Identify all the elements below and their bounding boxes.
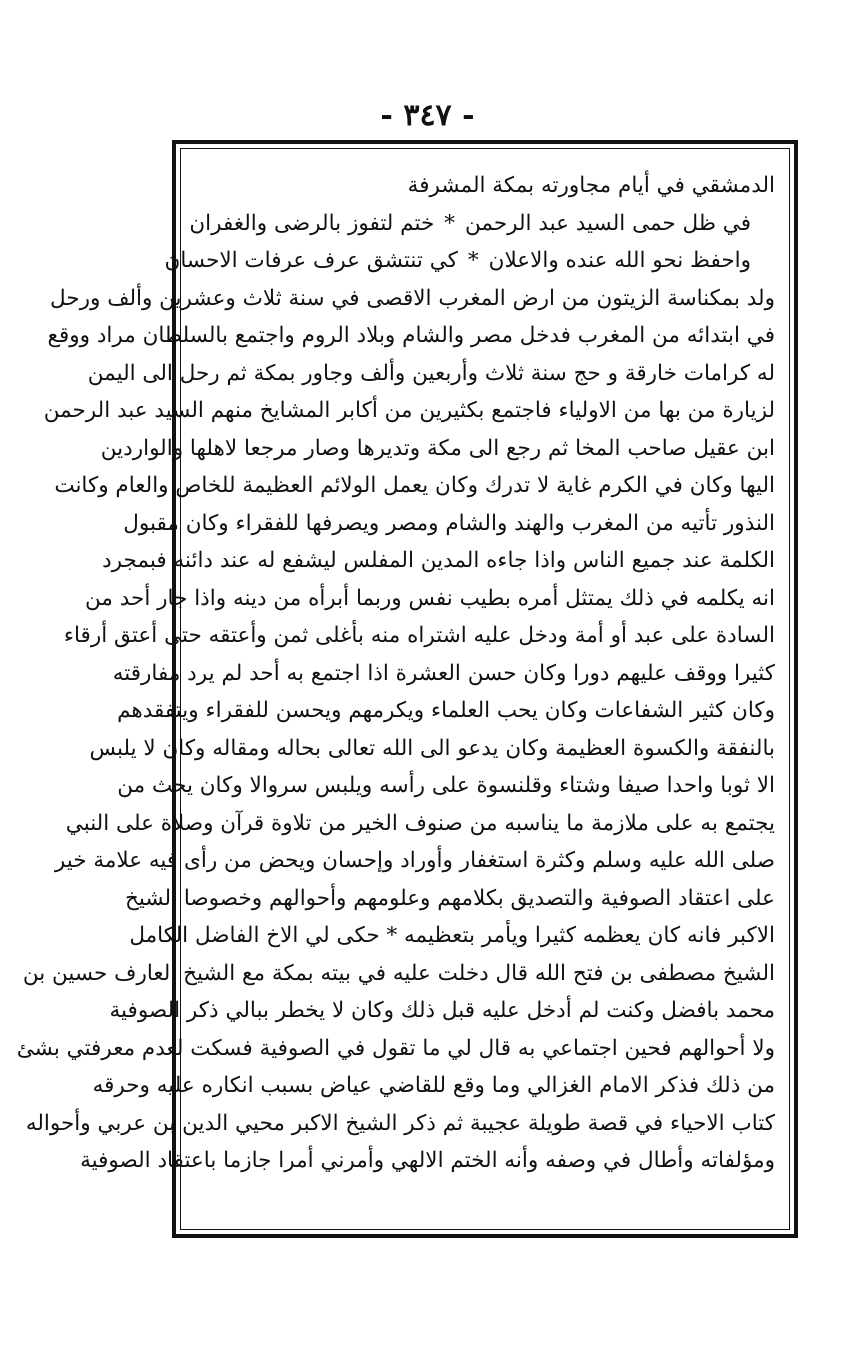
- text-line: الاكبر فانه كان يعظمه كثيرا ويأمر بتعظيمه * حكى لي الاخ الفاضل الكامل: [129, 923, 775, 948]
- text-line: السادة على عبد أو أمة ودخل عليه اشتراه منه بأغلى ثمن وأعتقه حتى أعتق أرقاء: [63, 623, 775, 648]
- text-line: كتاب الاحياء في قصة طويلة عجيبة ثم ذكر الشيخ الاكبر محيي الدين بن عربي وأحواله: [25, 1110, 775, 1136]
- text-line: ابن عقيل صاحب المخا ثم رجع الى مكة وتديرها وصار مرجعا لاهلها والواردين: [100, 435, 775, 461]
- verse-2-left: كي تنتشق عرف عرفات الاحسان: [164, 248, 458, 273]
- verse-1: [189, 205, 775, 243]
- text-line: الشيخ مصطفى بن فتح الله قال دخلت عليه في بيته بمكة مع الشيخ العارف حسين بن: [22, 960, 775, 986]
- text-line: ومؤلفاته وأطال في وصفه وأنه الختم الالهي وأمرني أمرا جازما باعتقاد الصوفية: [80, 1148, 775, 1173]
- page-frame: [16, 140, 798, 1238]
- text-line: ولا أحوالهم فحين اجتماعي به قال لي ما تقول في الصوفية فسكت لعدم معرفتي بشئ: [16, 1035, 775, 1061]
- text-line: على اعتقاد الصوفية والتصديق بكلامهم وعلومهم وأحوالهم وخصوصا الشيخ: [124, 885, 775, 911]
- text-line: بالنفقة والكسوة العظيمة وكان يدعو الى الله تعالى بحاله ومقاله وكان لا يلبس: [89, 735, 775, 761]
- verse-1-right: في ظل حمى السيد عبد الرحمن: [465, 210, 751, 236]
- text-line: الكلمة عند جميع الناس واذا جاءه المدين المفلس ليشفع له عند دائنه فبمجرد: [102, 548, 775, 573]
- page-frame-inner: [16, 148, 790, 1230]
- text-line: الا ثوبا واحدا صيفا وشتاء وقلنسوة على رأسه ويلبس سروالا وكان يحث من: [117, 773, 775, 798]
- verse-2-right: واحفظ نحو الله عنده والاعلان: [488, 248, 751, 273]
- verse-1-separator: *: [444, 210, 456, 236]
- text-line: في ابتدائه من المغرب فدخل مصر والشام وبلاد الروم واجتمع بالسلطان مراد ووقع: [47, 323, 775, 348]
- text-line: لزيارة من بها من الاولياء فاجتمع بكثيرين من أكابر المشايخ منهم السيد عبد الرحمن: [43, 398, 775, 423]
- text-line: يجتمع به على ملازمة ما يناسبه من صنوف الخير من تلاوة قرآن وصلاة على النبي: [65, 810, 775, 836]
- text-line: اليها وكان في الكرم غاية لا تدرك وكان يعمل الولائم العظيمة للخاص والعام وكانت: [54, 473, 775, 498]
- text-line: محمد بافضل وكنت لم أدخل عليه قبل ذلك وكان لا يخطر ببالي ذكر الصوفية: [109, 998, 775, 1023]
- verse-2: [164, 242, 775, 280]
- text-line: النذور تأتيه من المغرب والهند والشام ومصر ويصرفها للفقراء وكان مقبول: [123, 510, 775, 536]
- verse-1-left: ختم لتفوز بالرضى والغفران: [189, 210, 435, 236]
- text-line: ولد بمكناسة الزيتون من ارض المغرب الاقصى في سنة ثلاث وعشرين وألف ورحل: [50, 285, 775, 311]
- page-number: - ٣٤٧ -: [380, 98, 475, 133]
- verse-2-separator: *: [467, 248, 479, 273]
- text-line: من ذلك فذكر الامام الغزالي وما وقع للقاضي عياض بسبب انكاره عليه وحرقه: [92, 1073, 775, 1098]
- text-line: كثيرا ووقف عليهم دورا وكان حسن العشرة اذا اجتمع به أحد لم يرد مفارقته: [112, 660, 775, 686]
- text-line: وكان كثير الشفاعات وكان يحب العلماء ويكرمهم ويحسن للفقراء ويتفقدهم: [117, 698, 775, 723]
- text-line: له كرامات خارقة و حج سنة ثلاث وأربعين وألف وجاور بمكة ثم رحل الى اليمن: [87, 360, 775, 386]
- text-body: [16, 167, 775, 1215]
- text-line: انه يكلمه في ذلك يمتثل أمره بطيب نفس وربما أبرأه من دينه واذا جار أحد من: [85, 585, 775, 611]
- text-line: صلى الله عليه وسلم وكثرة استغفار وأوراد وإحسان ويحض من رأى فيه علامة خير: [54, 848, 775, 873]
- text-line-1: الدمشقي في أيام مجاورته بمكة المشرفة: [407, 173, 775, 198]
